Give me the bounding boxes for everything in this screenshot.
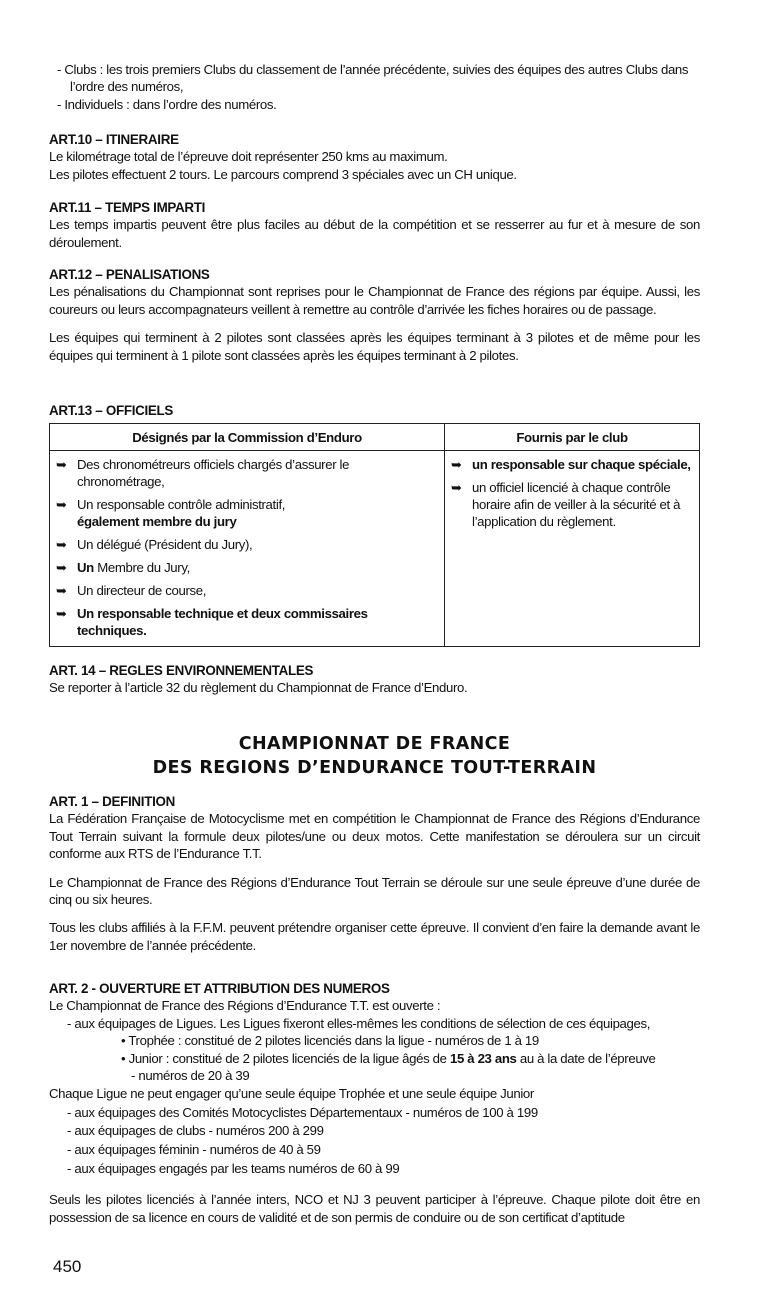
list-item: - Clubs : les trois premiers Clubs du classement de l’année précédente, suivies des équipes des autres Clubs dans l’ordre des numéros, [57, 62, 689, 95]
art2-chaque: Chaque Ligue ne peut engager qu’une seule équipe Trophée et une seule équipe Junior [49, 1086, 534, 1102]
list-item: - aux équipages féminin - numéros de 40 à 59 [67, 1142, 321, 1158]
art1-heading: ART. 1 – DEFINITION [49, 794, 175, 809]
arrow-icon: ➥ [56, 583, 67, 599]
list-item: ➥ Des chronométreurs officiels chargés d’assurer le chronométrage, [56, 457, 350, 490]
arrow-icon: ➥ [56, 560, 67, 576]
list-item: - aux équipages de Ligues. Les Ligues fixeront elles-mêmes les conditions de sélection de ces équipages, [67, 1015, 651, 1031]
arrow-icon: ➥ [451, 480, 462, 496]
commission-officials-cell [50, 451, 445, 647]
arrow-icon: ➥ [56, 497, 67, 513]
art1-paragraph: La Fédération Française de Motocyclisme met en compétition le Championnat de France des Régions d’Endurance Tout Terrain suivant la formule deux pilotes/une ou deux motos. Cette manifestation se déroulera sur un circuit conforme aux RTS de l’Endurance T.T. [49, 811, 700, 862]
ranking-order-list [49, 61, 700, 113]
list-item: ➥ Un Membre du Jury, [56, 560, 190, 576]
list-item: - aux équipages des Comités Motocyclistes Départementaux - numéros de 100 à 199 [67, 1104, 538, 1120]
section-title [49, 732, 700, 780]
arrow-icon: ➥ [451, 457, 462, 473]
list-item: ➥ un responsable sur chaque spéciale, [451, 457, 691, 473]
art12-heading: ART.12 – PENALISATIONS [49, 267, 210, 282]
art11-section [49, 199, 700, 251]
arrow-icon: ➥ [56, 457, 67, 473]
art10-line: Les pilotes effectuent 2 tours. Le parcours comprend 3 spéciales avec un CH unique. [49, 166, 517, 182]
art14-heading: ART. 14 – REGLES ENVIRONNEMENTALES [49, 663, 314, 678]
list-item: • Trophée : constitué de 2 pilotes licenciés dans la ligue - numéros de 1 à 19 [121, 1033, 539, 1049]
art2-seuls: Seuls les pilotes licenciés à l’année inters, NCO et NJ 3 peuvent participer à l’épreuve. Chaque pilote doit être en possession de sa licence en cours de validité et de son permis de conduire ou de son certificat d’aptitude [49, 1192, 700, 1225]
art1-paragraph: Le Championnat de France des Régions d’Endurance Tout Terrain se déroule sur une seule épreuve d’une durée de cinq ou six heures. [49, 874, 700, 908]
arrow-icon: ➥ [56, 537, 67, 553]
officials-table [49, 423, 700, 647]
list-item: • Junior : constitué de 2 pilotes licenciés de la ligue âgés de 15 à 23 ans au à la date de l’épreuve - numéros de 20 à 39 [121, 1050, 656, 1084]
art12-paragraph: Les pénalisations du Championnat sont reprises pour le Championnat de France des régions par équipe. Aussi, les coureurs ou leurs accompagnateurs veillent à remettre au contrôle d’arrivée les fiches horaires ou de passage. [49, 284, 700, 317]
art10-heading: ART.10 – ITINERAIRE [49, 132, 179, 147]
art1-section [49, 793, 700, 954]
art13-section [49, 402, 700, 647]
page-number: 450 [53, 1257, 82, 1276]
art1-paragraph: Tous les clubs affiliés à la F.F.M. peuvent prétendre organiser cette épreuve. Il convient d’en faire la demande avant le 1er novembre de l’année précédente. [49, 920, 700, 953]
list-item: - Individuels : dans l’ordre des numéros. [57, 96, 277, 112]
list-item: ➥ Un responsable technique et deux commissaires techniques. [56, 606, 368, 639]
art10-section [49, 131, 700, 183]
club-officials-cell [445, 451, 700, 647]
section-title-line: CHAMPIONNAT DE FRANCE [238, 734, 511, 754]
list-item: ➥ Un responsable contrôle administratif, également membre du jury [56, 497, 286, 530]
list-item: ➥ un officiel licencié à chaque contrôle horaire afin de veiller à la sécurité et à l’application du règlement. [451, 480, 681, 530]
list-item: - aux équipages de clubs - numéros 200 à 299 [67, 1123, 324, 1139]
table-header-club: Fournis par le club [445, 424, 700, 451]
art12-paragraph: Les équipes qui terminent à 2 pilotes sont classées après les équipes terminant à 3 pilotes et de même pour les équipes qui terminent à 1 pilote sont classées après les équipes terminant à 2 pilotes. [49, 330, 700, 363]
section-title-line: DES REGIONS D’ENDURANCE TOUT-TERRAIN [152, 758, 597, 778]
list-item: ➥ Un directeur de course, [56, 583, 207, 599]
art12-section [49, 266, 700, 364]
art2-list [49, 1104, 700, 1178]
art14-section [49, 662, 700, 697]
art11-text: Les temps impartis peuvent être plus faciles au début de la compétition et se resserrer au fur et à mesure de son déroulement. [49, 217, 700, 250]
art2-section [49, 980, 700, 1226]
art14-text: Se reporter à l’article 32 du règlement du Championnat de France d’Enduro. [49, 680, 468, 696]
arrow-icon: ➥ [56, 606, 67, 622]
list-item: ➥ Un délégué (Président du Jury), [56, 537, 253, 553]
table-header-commission: Désignés par la Commission d’Enduro [50, 424, 445, 451]
list-item: - aux équipages engagés par les teams numéros de 60 à 99 [67, 1160, 400, 1176]
art2-heading: ART. 2 - OUVERTURE ET ATTRIBUTION DES NUMEROS [49, 981, 390, 996]
art13-heading: ART.13 – OFFICIELS [49, 403, 174, 418]
art11-heading: ART.11 – TEMPS IMPARTI [49, 200, 206, 215]
art10-line: Le kilométrage total de l’épreuve doit représenter 250 kms au maximum. [49, 149, 448, 165]
art2-intro: Le Championnat de France des Régions d’Endurance T.T. est ouverte : [49, 998, 441, 1014]
